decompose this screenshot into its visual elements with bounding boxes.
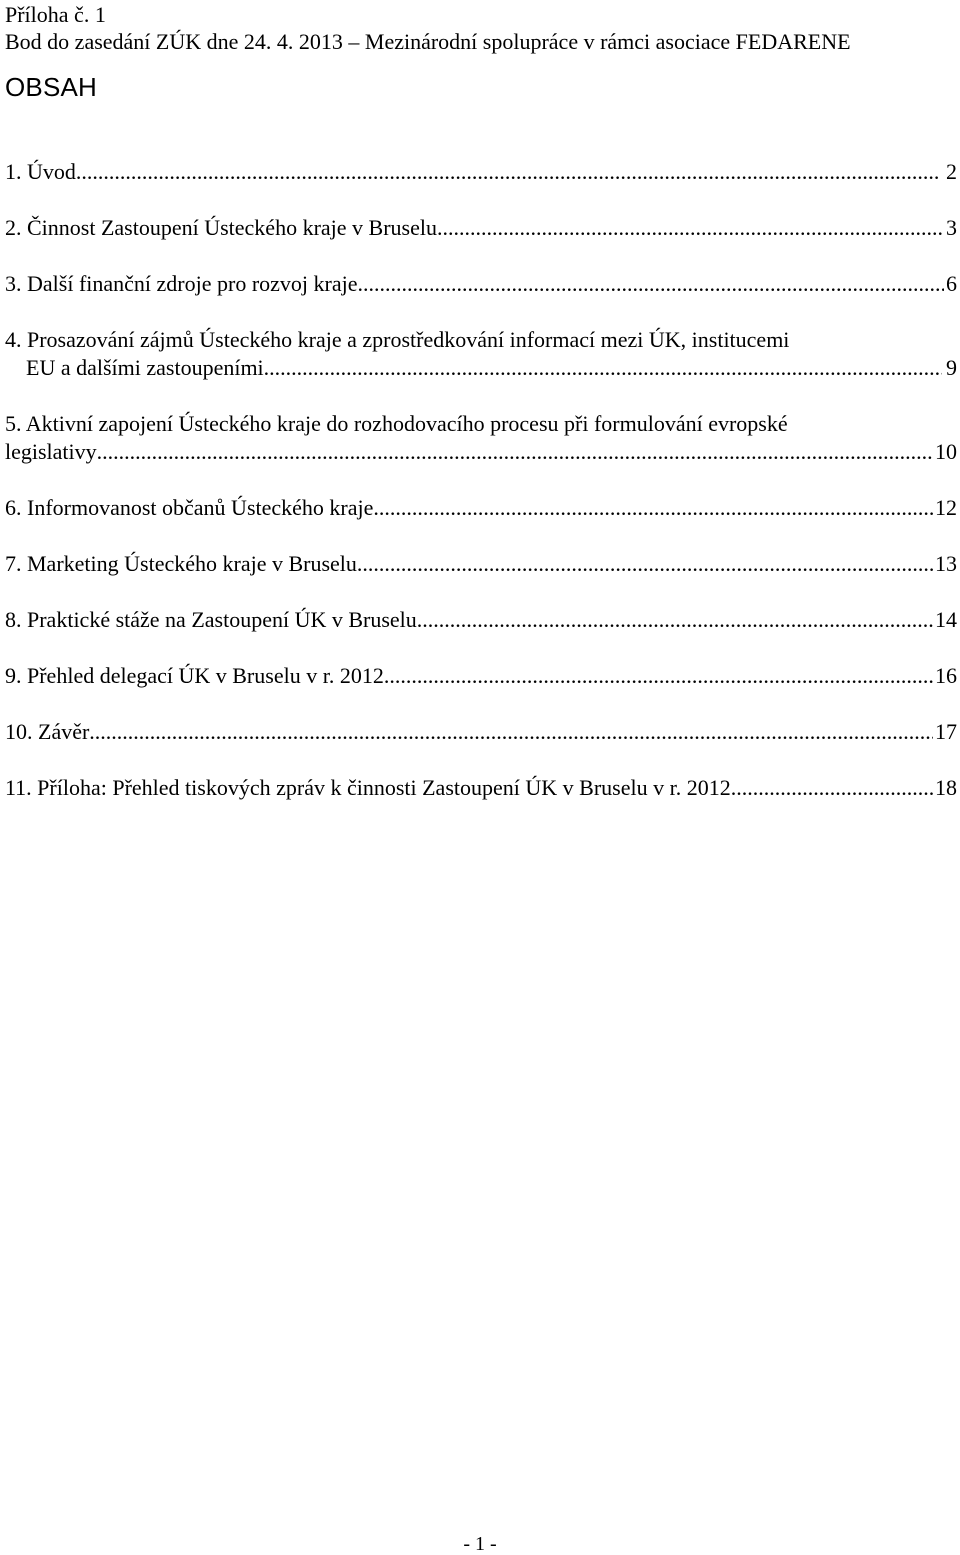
toc-entry-text: 2. Činnost Zastoupení Ústeckého kraje v Bruselu — [5, 215, 437, 240]
toc-leader-dots — [357, 270, 944, 298]
toc-leader-dots — [373, 494, 933, 522]
toc-page-number: 3 — [946, 215, 957, 240]
toc-entry-text: 10. Závěr — [5, 719, 90, 744]
toc-page-number: 2 — [946, 159, 957, 184]
toc-entry-9[interactable] — [5, 662, 959, 690]
toc-page-number: 17 — [935, 719, 957, 744]
toc-entry-1[interactable] — [5, 158, 959, 186]
toc-leader-dots — [97, 438, 933, 466]
toc-leader-dots — [357, 550, 933, 578]
toc-page-number: 14 — [935, 607, 957, 632]
page-number-footer: - 1 - — [463, 1533, 497, 1555]
toc-entry-text: 11. Příloha: Přehled tiskových zpráv k činnosti Zastoupení ÚK v Bruselu v r. 2012 — [5, 775, 731, 800]
toc-entry-text-line1: 4. Prosazování zájmů Ústeckého kraje a zprostředkování informací mezi ÚK, institucemi — [5, 327, 790, 352]
toc-leader-dots — [731, 774, 933, 802]
toc-page-number: 13 — [935, 551, 957, 576]
toc-entry-text-line2: legislativy — [5, 439, 97, 464]
toc-entry-text: 1. Úvod — [5, 159, 76, 184]
toc-leader-dots — [264, 354, 943, 382]
toc-entry-text: 7. Marketing Ústeckého kraje v Bruselu — [5, 551, 357, 576]
attachment-label: Příloha č. 1 — [5, 2, 106, 27]
document-subject: Bod do zasedání ZÚK dne 24. 4. 2013 – Mezinárodní spolupráce v rámci asociace FEDARENE — [5, 29, 851, 54]
toc-page-number: 18 — [935, 775, 957, 800]
toc-leader-dots — [76, 158, 939, 186]
toc-entry-2[interactable] — [5, 214, 959, 242]
toc-entry-4[interactable] — [5, 326, 959, 382]
toc-entry-7[interactable] — [5, 550, 959, 578]
toc-entry-text: 3. Další finanční zdroje pro rozvoj kraje — [5, 271, 358, 296]
toc-entry-text-line2: EU a dalšími zastoupeními — [26, 355, 264, 380]
toc-page-number: 6 — [946, 271, 957, 296]
toc-entry-3[interactable] — [5, 270, 959, 298]
toc-leader-dots — [417, 606, 933, 634]
toc-entry-11[interactable] — [5, 774, 959, 802]
toc-page-number: 10 — [935, 439, 957, 464]
toc-page-number: 12 — [935, 495, 957, 520]
toc-entry-5[interactable] — [5, 410, 959, 466]
toc-page-number: 16 — [935, 663, 957, 688]
toc-leader-dots — [89, 718, 933, 746]
toc-entry-text: 8. Praktické stáže na Zastoupení ÚK v Bruselu — [5, 607, 417, 632]
toc-entry-10[interactable] — [5, 718, 959, 746]
toc-entry-text: 6. Informovanost občanů Ústeckého kraje — [5, 495, 374, 520]
toc-entry-text: 9. Přehled delegací ÚK v Bruselu v r. 2012 — [5, 663, 384, 688]
toc-leader-dots — [437, 214, 944, 242]
page-title: OBSAH — [5, 72, 98, 102]
toc-page-number: 9 — [946, 355, 957, 380]
toc-entry-8[interactable] — [5, 606, 959, 634]
toc-entry-text-line1: 5. Aktivní zapojení Ústeckého kraje do rozhodovacího procesu při formulování evropské — [5, 411, 788, 436]
toc-entry-6[interactable] — [5, 494, 959, 522]
toc-leader-dots — [384, 662, 933, 690]
